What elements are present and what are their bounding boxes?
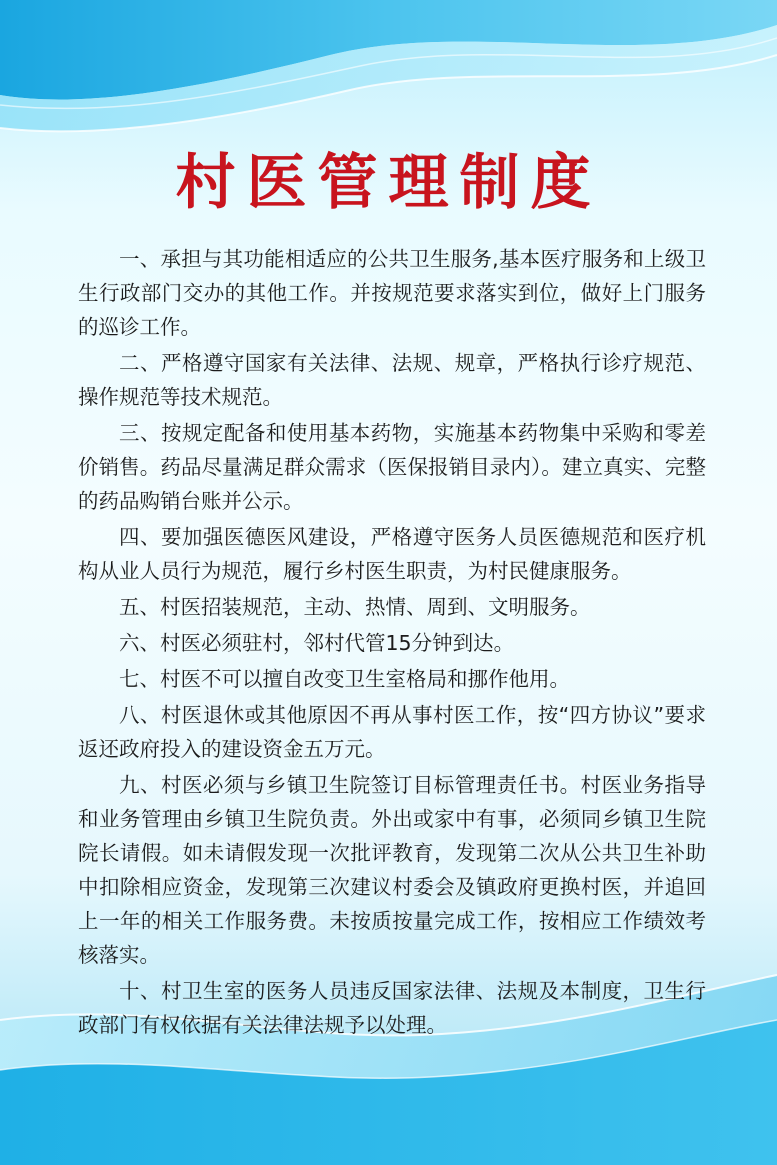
rule-6: 六、村医必须驻村，邻村代管15分钟到达。 [119,631,515,655]
rule-9: 九、村医必须与乡镇卫生院签订目标管理责任书。村医业务指导和业务管理由乡镇卫生院负责。外出或家中有事，必须同乡镇卫生院院长请假。如未请假发现一次批评教育，发现第二次从公共卫生补助中扣除相应资金，发现第三次建议村委会及镇政府更换村医，并追回上一年的相关工作服务费。未按质按量完成工作，按相应工作绩效考核落实。 [78,773,706,967]
rule-5: 五、村医招装规范，主动、热情、周到、文明服务。 [119,595,591,619]
rule-4: 四、要加强医德医风建设，严格遵守医务人员医德规范和医疗机构从业人员行为规范，履行乡村医生职责，为村民健康服务。 [78,525,706,583]
rule-1: 一、承担与其功能相适应的公共卫生服务,基本医疗服务和上级卫生行政部门交办的其他工作。并按规范要求落实到位，做好上门服务的巡诊工作。 [78,247,706,339]
rules-list [78,242,706,1044]
rule-7: 七、村医不可以擅自改变卫生室格局和挪作他用。 [119,667,570,691]
rule-3: 三、按规定配备和使用基本药物，实施基本药物集中采购和零差价销售。药品尽量满足群众需求（医保报销目录内）。建立真实、完整的药品购销台账并公示。 [78,421,706,513]
poster-title: 村医管理制度 [175,148,602,218]
rule-2: 二、严格遵守国家有关法律、法规、规章，严格执行诊疗规范、操作规范等技术规范。 [78,351,706,409]
rule-8: 八、村医退休或其他原因不再从事村医工作，按“四方协议”要求返还政府投入的建设资金五万元。 [78,703,706,761]
rule-10: 十、村卫生室的医务人员违反国家法律、法规及本制度，卫生行政部门有权依据有关法律法规予以处理。 [78,979,706,1037]
